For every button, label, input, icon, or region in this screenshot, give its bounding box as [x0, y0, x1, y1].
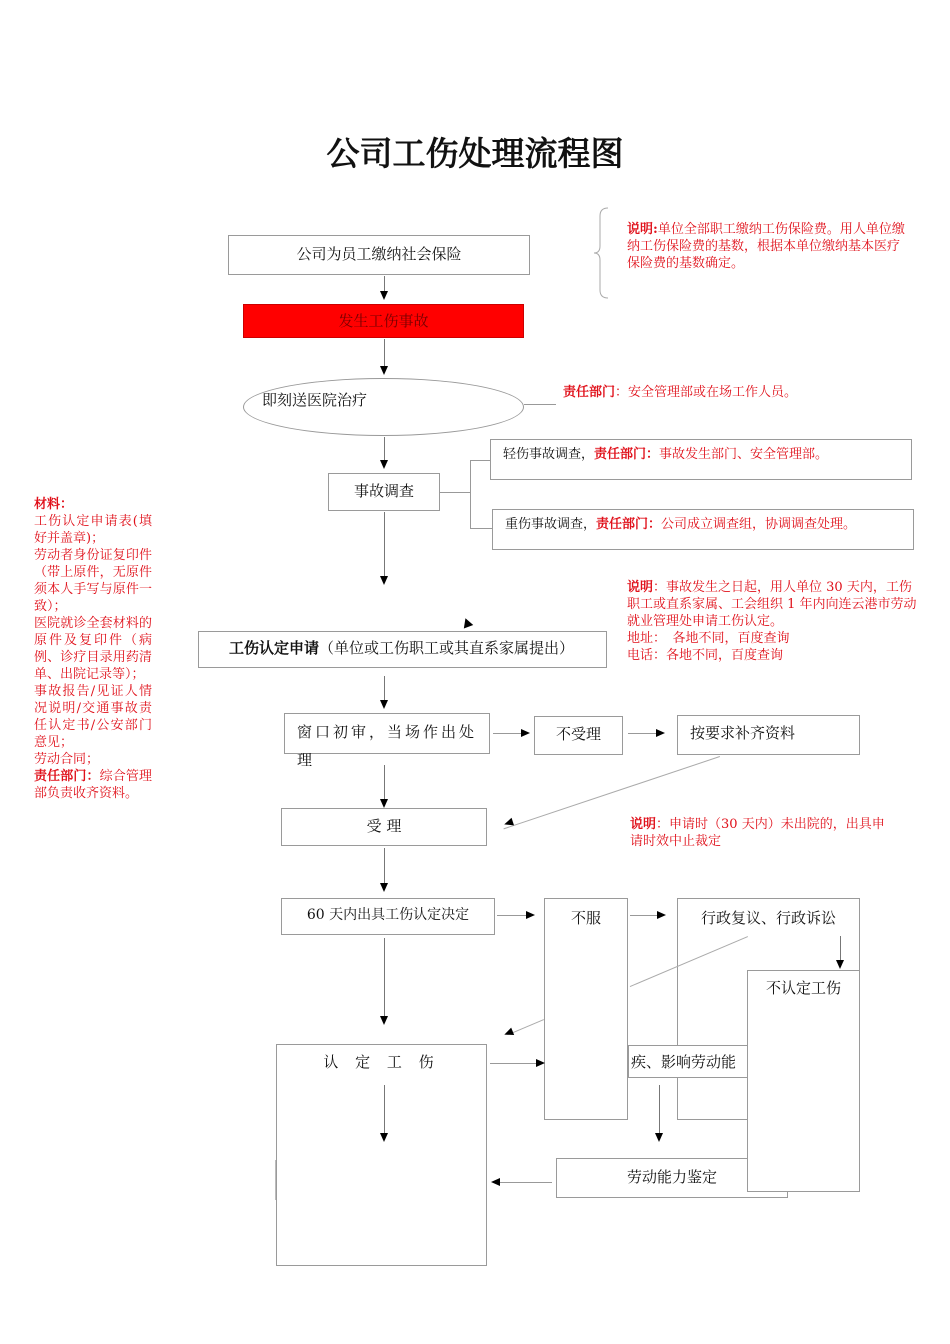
materials-note: 材料： 工伤认定申请表(填好并盖章)； 劳动者身份证复印件（带上原件，无原件须本人手写与原件一致）； 医院就诊全套材料的原件及复印件（病例、诊疗目录用药清单、出院记录等）； 事故报告/见证人情况说明/交通事故责任认定书/公安部门意见； 劳动合同； 责任部门：综合管理部负责收齐资料。 — [34, 497, 152, 801]
step-decision: 60 天内出具工伤认定决定 — [281, 898, 495, 935]
step-supplement: 按要求补齐资料 — [677, 715, 860, 755]
step-accepted: 受 理 — [281, 808, 487, 846]
step-insurance: 公司为员工缴纳社会保险 — [228, 235, 530, 275]
step-hospital-label: 即刻送医院治疗 — [262, 391, 368, 409]
step-accident: 发生工伤事故 — [243, 304, 524, 338]
step-appeal: 行政复议、行政诉讼 — [677, 898, 860, 1120]
hospital-note: 责任部门：安全管理部或在场工作人员。 — [563, 385, 798, 400]
step-disagree: 不服 — [544, 898, 628, 1120]
step-window-review: 窗口初审，当场作出处理 — [284, 713, 490, 754]
major-investigation: 重伤事故调查，责任部门：公司成立调查组，协调调查处理。 — [492, 509, 914, 550]
step-hospital — [243, 378, 524, 436]
arrow-icon — [461, 617, 473, 629]
brace-icon — [592, 206, 612, 300]
minor-investigation: 轻伤事故调查，责任部门：事故发生部门、安全管理部。 — [490, 439, 912, 480]
step-recognized: 认 定 工 伤 — [276, 1044, 487, 1266]
accepted-note: 说明：申请时（30 天内）未出院的，出具申请时效中止裁定 — [630, 817, 885, 849]
step-investigation: 事故调查 — [328, 473, 440, 511]
application-note: 说明：事故发生之日起，用人单位 30 天内，工伤职工或直系家属、工会组织 1 年内向连云港市劳动就业管理处申请工伤认定。 地址： 各地不同，百度查询 电话：各地不同，百度查询 — [627, 580, 917, 663]
insurance-note: 说明:单位全部职工缴纳工伤保险费。用人单位缴纳工伤保险费的基数，根据本单位缴纳基本医疗保险费的基数确定。 — [627, 222, 905, 271]
step-disability: 疾、影响劳动能 — [628, 1045, 748, 1078]
step-ability-assessment: 劳动能力鉴定 — [556, 1158, 788, 1198]
page-title: 公司工伤处理流程图 — [326, 134, 624, 173]
step-not-recognized: 不认定工伤 — [747, 970, 860, 1192]
step-not-accepted: 不受理 — [534, 716, 623, 755]
step-application: 工伤认定申请（单位或工伤职工或其直系家属提出） — [198, 631, 607, 668]
